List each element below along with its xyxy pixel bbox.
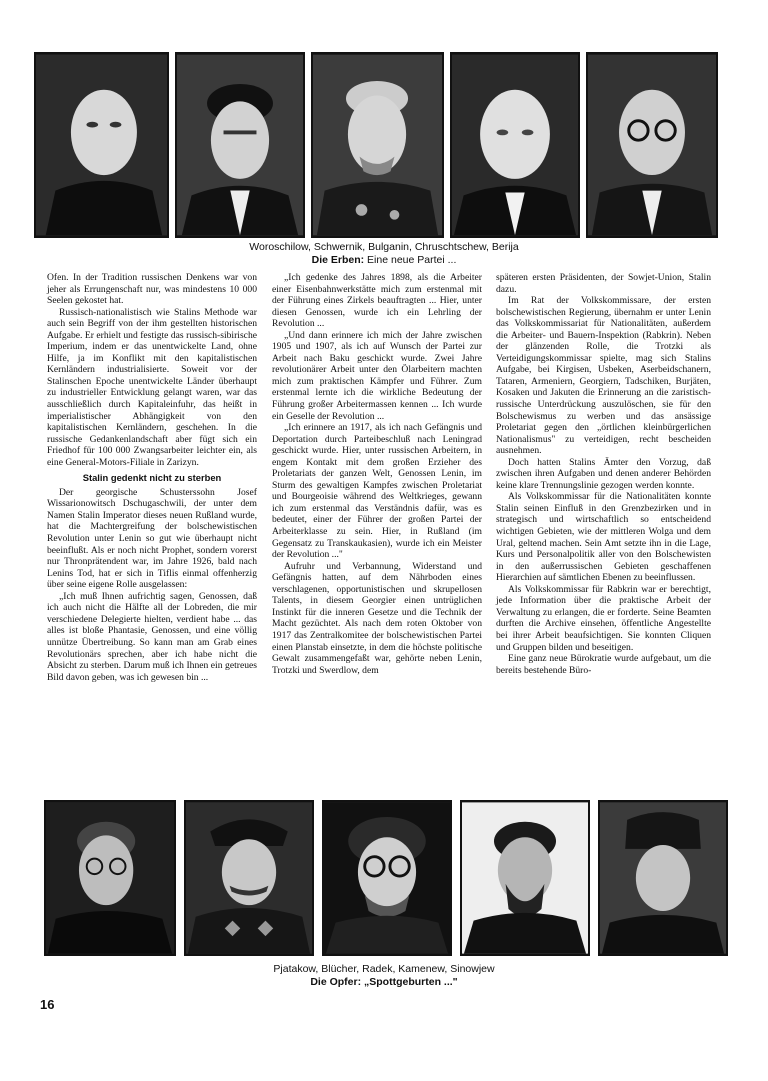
portrait-schwernik-image	[177, 54, 303, 236]
column-middle	[272, 272, 482, 676]
portrait-schwernik	[175, 52, 305, 238]
portrait-bluecher	[184, 800, 314, 956]
top-caption	[0, 241, 768, 267]
top-caption-label: Die Erben:	[311, 254, 365, 266]
right-paragraph-6: Eine ganz neue Bürokratie wurde aufgebaut, um die bereits bestehende Büro-	[496, 653, 711, 676]
portrait-woroschilow-image	[36, 54, 167, 236]
top-caption-names: Woroschilow, Schwernik, Bulganin, Chruschtschew, Berija	[249, 241, 519, 253]
portrait-chruschtschew-image	[452, 54, 578, 236]
right-paragraph-2: Im Rat der Volkskommissare, der ersten bolschewistischen Regierung, übernahm er unter Lenin das Volkskommissariat für Nationalitäten, außerdem die Arbeiter- und Bauern-Inspektion (Rabkrin). Neben der glänzenden Rolle, die Trotzki als Verteidigungskommissar spielte, mag sich Stalins Aufgabe, bei Kirgisen, Usbeken, Aserbeidschanern, Tataren, Armeniern, Georgiern, Tadschiken, Burjäten, Kosaken und Jakuten die Erinnerung an die zaristisch-russische Unterdrückung auszulöschen, sie für den Bolschewismus zu werben und das ansässige Proletariat gegen den „örtlichen kleinbürgerlichen Nationalismus" zu verteidigen, recht bescheiden ausnehmen.	[496, 295, 711, 457]
portrait-bulganin-image	[313, 54, 442, 236]
portrait-berija-image	[588, 54, 716, 236]
column-left	[47, 272, 257, 683]
bottom-caption-subline	[0, 976, 768, 989]
right-paragraph-3: Doch hatten Stalins Ämter den Vorzug, daß zwischen ihren Aufgaben und denen anderer Behörden keine klare Trennungslinie gezogen werden konnte.	[496, 456, 711, 491]
right-paragraph-1: späteren ersten Präsidenten, der Sowjet-Union, Stalin dazu.	[496, 272, 711, 295]
bottom-photo-row	[44, 800, 728, 956]
portrait-sinowjew-image	[600, 802, 726, 954]
left-paragraph-3: Der georgische Schusterssohn Josef Wissarionowitsch Dschugaschwili, der unter dem Namen Stalin Imperator dieses neuen Rußland wurde, hat die Machtergreifung der bolschewistischen Revolution unter Lenin so gut wie überhaupt nicht beeinflußt. Als er noch nicht Prophet, sondern vorerst nur Thronprätendent war, im Jahre 1926, bald nach Lenins Tod, hat er sich in Tiflis einmal offenherzig über seine eigene Rolle ausgelassen:	[47, 486, 257, 591]
portrait-radek	[322, 800, 452, 956]
section-heading: Stalin gedenkt nicht zu sterben	[82, 472, 222, 484]
middle-paragraph-4: Aufruhr und Verbannung, Widerstand und Gefängnis hatten, auf dem Nährboden eines verschlagenen, opportunistischen und skrupellosen Talents, in diesem Georgier einen untrüglichen Instinkt für die inneren Gesetze und die Technik der Macht gezüchtet. Als nach dem roten Oktober von 1917 das Zentralkomitee der bolschewistischen Partei einen Planstab einsetzte, in dem die höchste politische Gewalt zusammengefaßt war, gehörte neben Lenin, Trotzki und Swerdlow, dem	[272, 560, 482, 676]
middle-paragraph-2: „Und dann erinnere ich mich der Jahre zwischen 1905 und 1907, als ich auf Wunsch der Partei zur Arbeit nach Baku geschickt wurde. Zwei Jahre revolutionärer Arbeit unter den Ölarbeitern machten mich zum praktischen Kämpfer und Führer. Zum erstenmal lernte ich die wirkliche Bedeutung der Führung großer Arbeitermassen kennen ... Ich wurde ein Geselle der Revolution ...	[272, 329, 482, 422]
portrait-woroschilow	[34, 52, 169, 238]
portrait-bluecher-image	[186, 802, 312, 954]
portrait-kamenew	[460, 800, 590, 956]
left-paragraph-2: Russisch-nationalistisch wie Stalins Methode war auch sein Begriff von der ihm gestellten historischen Aufgabe. Er erhielt und festigte das russisch-sibirische Imperium, indem er das unentwickelte Land, ohne Hilfe, ja im Konflikt mit den kapitalistischen Kernländern industrialisierte. Soweit vor der Stalinschen Epoche unentwickelte Länder überhaupt zu industrieller Entwicklung gelangt waren, war das ausschließlich durch Kapitaleinfuhr, das heißt in imperialistischer Abhängigkeit von den kapitalistischen Kernländern, geschehen. In die russische Gedankenlandschaft aber fügt sich ein Friedhof für 100 000 Zwangsarbeiter leichter ein, als eine General-Motors-Filiale in Zarizyn.	[47, 306, 257, 468]
page-number: 16	[40, 997, 55, 1012]
left-paragraph-4: „Ich muß Ihnen aufrichtig sagen, Genossen, daß ich auch nicht die Hälfte all der Lobreden, die mir verschiedene Delegierte hielten, verdient habe ... das alles ist bloße Phantasie, Genossen, und eine völlig unnütze Übertreibung. So kann man am Grab eines Revolutionärs sprechen, aber ich habe nicht die Absicht zu sterben. Darum muß ich Ihnen ein getreues Bild davon geben, was ich gewesen bin ...	[47, 590, 257, 683]
top-caption-text: Eine neue Partei ...	[364, 254, 457, 266]
column-right	[496, 272, 711, 676]
portrait-kamenew-image	[462, 802, 588, 954]
bottom-caption-text: „Spottgeburten ..."	[361, 976, 458, 988]
top-caption-subline	[0, 254, 768, 267]
top-photo-row	[34, 52, 718, 238]
bottom-caption-names: Pjatakow, Blücher, Radek, Kamenew, Sinowjew	[273, 963, 495, 975]
middle-paragraph-3: „Ich erinnere an 1917, als ich nach Gefängnis und Deportation durch Parteibeschluß nach Leningrad geschickt wurde. Hier, unter russischen Arbeitern, in engem Kontakt mit dem großen Erzieher des Proletariats der ganzen Welt, Genossen Lenin, im Sturm des gewaltigen Kampfes zwischen Proletariat und Bourgeoisie während des Weltkrieges, gewann ich zum erstenmal das Verständnis dafür, was es bedeutet, einer der Führer der großen Partei der Arbeiterklasse zu sein. Hier, in Rußland (im Gegensatz zu Transkaukasien), wurde ich ein Meister der Revolution ..."	[272, 422, 482, 561]
middle-paragraph-1: „Ich gedenke des Jahres 1898, als die Arbeiter einer Eisenbahnwerkstätte mich zum erstenmal mit der Führung eines Zirkels beauftragten ... Hier, unter diesen Genossen, wurde ich ein Lehrling der Revolution ...	[272, 272, 482, 330]
bottom-caption	[0, 963, 768, 989]
portrait-chruschtschew	[450, 52, 580, 238]
portrait-berija	[586, 52, 718, 238]
portrait-bulganin	[311, 52, 444, 238]
right-paragraph-4: Als Volkskommissar für die Nationalitäten konnte Stalin seinen Einfluß in den Grenzbezirken und in strategisch und wirtschaftlich so entscheidend wichtigen Gebieten, wie der mittleren Wolga und dem Ural, geltend machen. Sein Amt setzte ihn in die Lage, Kurs und Personalpolitik aller von den Bolschewisten in den außerrussischen Gebieten geschaffenen Hierarchien auf sämtlichen Ebenen zu beeinflussen.	[496, 491, 711, 584]
right-paragraph-5: Als Volkskommissar für Rabkrin war er berechtigt, jede Information über die praktische Arbeit der Verwaltung zu erlangen, die er forderte. Seine Beamten durften die Archive einsehen, öffentliche Angestellte bei ihrer Arbeit beaufsichtigen. Sie konnten Cliquen und Gruppen bilden und beseitigen.	[496, 583, 711, 653]
left-paragraph-1: Ofen. In der Tradition russischen Denkens war von jeher als Errungenschaft nur, was mindestens 10 000 Seelen gekostet hat.	[47, 272, 257, 307]
portrait-pjatakow-image	[46, 802, 174, 954]
portrait-sinowjew	[598, 800, 728, 956]
bottom-caption-label: Die Opfer:	[310, 976, 362, 988]
portrait-pjatakow	[44, 800, 176, 956]
portrait-radek-image	[324, 802, 450, 954]
